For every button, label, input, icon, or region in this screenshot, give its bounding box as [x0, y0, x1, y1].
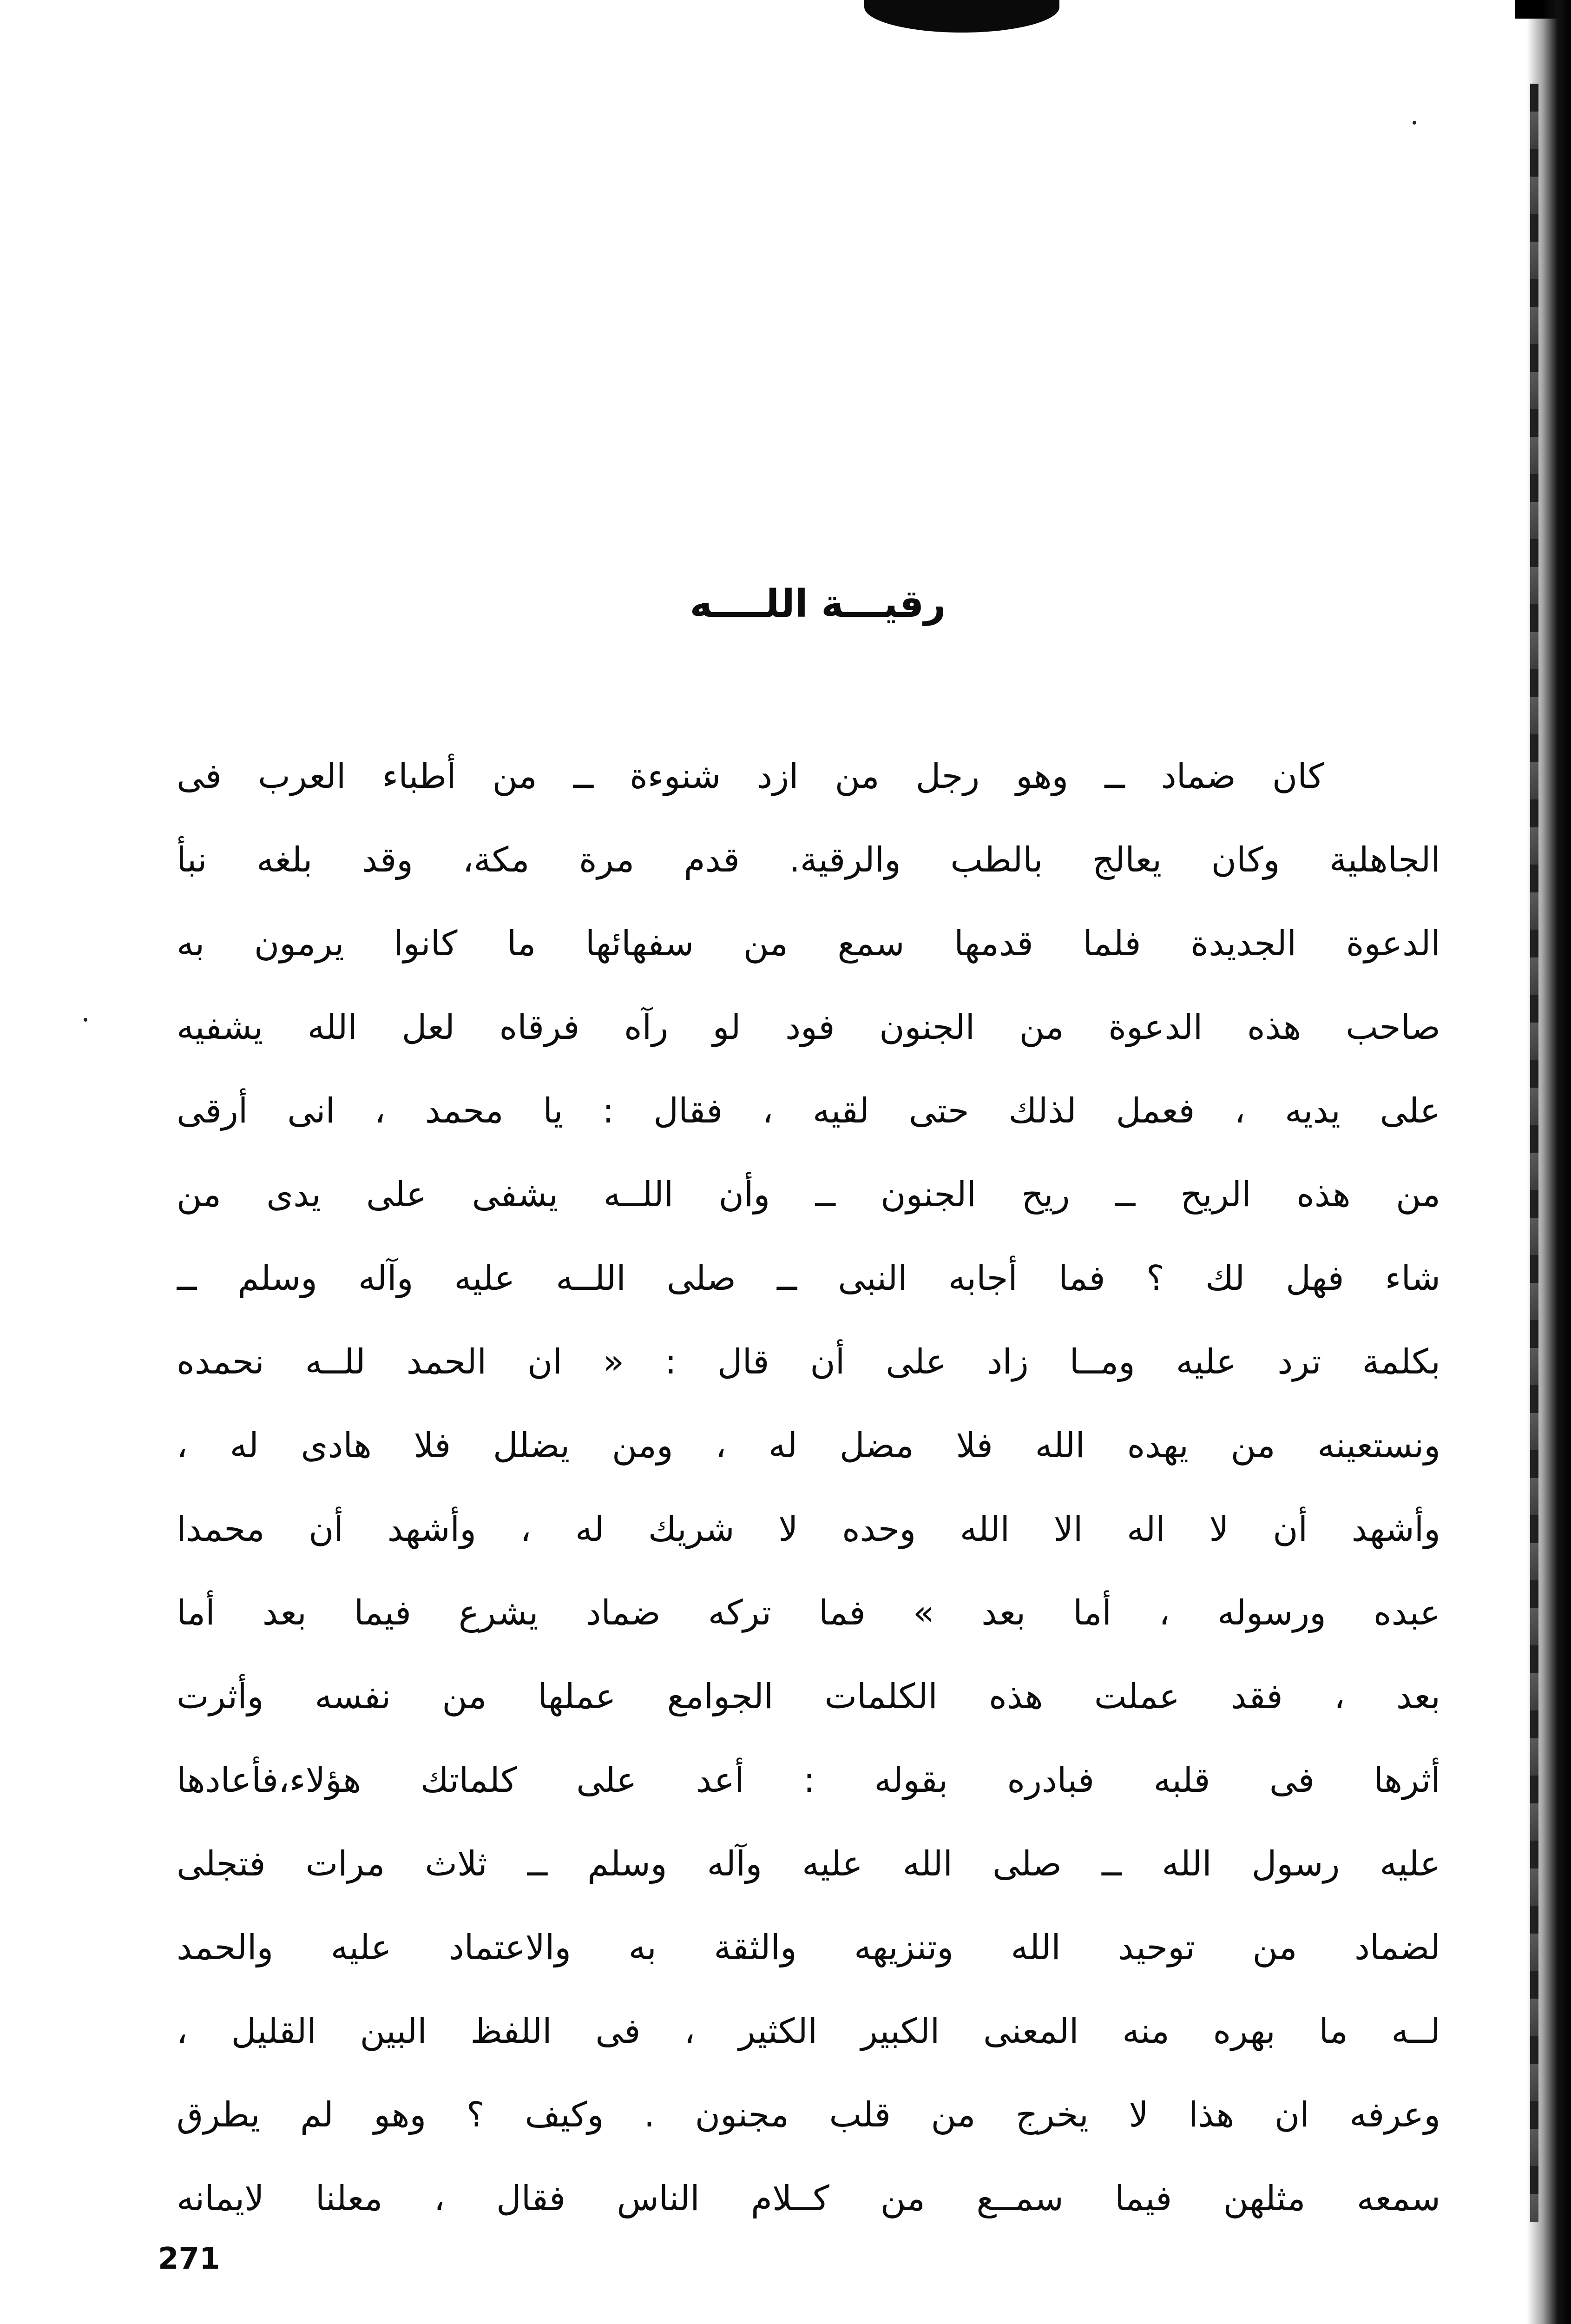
- text-line: لضماد من توحيد الله وتنزيهه والثقة به والاعتماد عليه والحمد: [177, 1928, 1440, 1967]
- scan-ink-blot: [864, 0, 1059, 33]
- text-line: عليه رسول الله ــ صلى الله عليه وآله وسلم ــ ثلاث مرات فتجلى: [177, 1844, 1440, 1884]
- scan-binding-streak: [1530, 84, 1538, 2222]
- text-line: وأشهد أن لا اله الا الله وحده لا شريك له ، وأشهد أن محمدا: [177, 1509, 1440, 1549]
- text-line: الدعوة الجديدة فلما قدمها سمع من سفهائها ما كانوا يرمون به: [177, 924, 1440, 964]
- page-title: رقيـــة اللــــه: [690, 582, 946, 626]
- text-line: لــه ما بهره منه المعنى الكبير الكثير ، فى اللفظ البين القليل ،: [177, 2011, 1440, 2051]
- text-line: كان ضماد ــ وهو رجل من ازد شنوءة ــ من أطباء العرب فى: [177, 756, 1324, 796]
- text-line: الجاهلية وكان يعالج بالطب والرقية. قدم مرة مكة، وقد بلغه نبأ: [177, 840, 1440, 880]
- text-line: سمعه مثلهن فيما سمــع من كــلام الناس فقال ، معلنا لايمانه: [177, 2179, 1440, 2218]
- text-line: على يديه ، فعمل لذلك حتى لقيه ، فقال : يا محمد ، انى أرقى: [177, 1091, 1440, 1131]
- text-line: بعد ، فقد عملت هذه الكلمات الجوامع عملها من نفسه وأثرت: [177, 1677, 1440, 1717]
- text-line: أثرها فى قلبه فبادره بقوله : أعد على كلماتك هؤلاء،فأعادها: [177, 1760, 1440, 1800]
- text-line: عبده ورسوله ، أما بعد » فما تركه ضماد يشرع فيما بعد أما: [177, 1593, 1440, 1633]
- scan-speck: [84, 1018, 87, 1022]
- text-line: وعرفه ان هذا لا يخرج من قلب مجنون . وكيف ؟ وهو لم يطرق: [177, 2095, 1440, 2135]
- text-line: من هذه الريح ــ ريح الجنون ــ وأن اللــه يشفى على يدى من: [177, 1175, 1440, 1215]
- text-line: ونستعينه من يهده الله فلا مضل له ، ومن يضلل فلا هادى له ،: [177, 1426, 1440, 1466]
- text-line: بكلمة ترد عليه ومــا زاد على أن قال : « ان الحمد للــه نحمده: [177, 1342, 1440, 1382]
- page-number: 271: [158, 2242, 220, 2276]
- text-line: صاحب هذه الدعوة من الجنون فود لو رآه فرقاه لعل الله يشفيه: [177, 1007, 1440, 1047]
- scan-speck: [1413, 121, 1416, 125]
- body-paragraph: [177, 734, 1440, 2240]
- text-line: شاء فهل لك ؟ فما أجابه النبى ــ صلى اللــه عليه وآله وسلم ــ: [177, 1258, 1440, 1298]
